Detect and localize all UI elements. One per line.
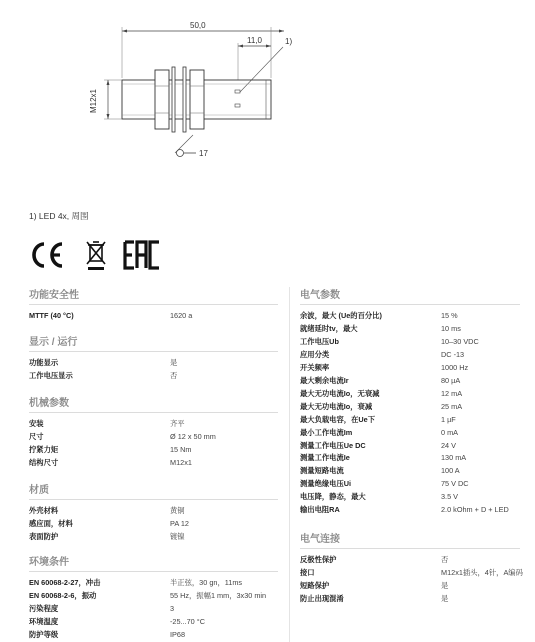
spec-row	[29, 616, 278, 628]
spec-label: 工作电压显示	[29, 370, 73, 380]
spec-label: 最大无功电流Io，衰减	[300, 401, 373, 411]
eac-mark-icon	[123, 238, 161, 272]
spec-label: 就绪延时tv，最大	[300, 323, 358, 333]
spec-label: MTTF (40 °C)	[29, 311, 74, 320]
spec-value: 半正弦，30 gn，11ms	[170, 578, 243, 587]
spec-value: PA 12	[170, 518, 189, 528]
spec-label: 结构尺寸	[29, 457, 59, 467]
spec-value: 是	[441, 593, 449, 603]
section-title: 机械参数	[29, 398, 69, 409]
spec-row	[29, 590, 278, 602]
section-divider	[29, 412, 278, 413]
spec-value: M12x1插头，4针，A编码	[441, 567, 523, 577]
spec-row	[29, 457, 278, 469]
spec-row	[300, 336, 520, 348]
spec-label: 安装	[29, 419, 44, 428]
section-title: 功能安全性	[29, 290, 79, 301]
spec-row	[29, 310, 278, 322]
spec-row	[300, 504, 520, 516]
column-divider	[289, 287, 290, 642]
spec-label: 最大无功电流Io，无衰减	[300, 388, 380, 398]
spec-row	[300, 375, 520, 387]
section-divider	[29, 304, 278, 305]
spec-label: 污染程度	[29, 603, 59, 613]
spec-row	[29, 505, 278, 517]
spec-row	[29, 444, 278, 456]
spec-row	[300, 388, 520, 400]
spec-value: 否	[170, 370, 178, 380]
spec-row	[300, 323, 520, 335]
spec-label: 尺寸	[29, 431, 44, 441]
section-divider	[300, 548, 520, 549]
spec-value: 55 Hz，振幅1 mm，3x30 min	[170, 590, 267, 600]
spec-row	[29, 603, 278, 615]
section-divider	[300, 304, 520, 305]
spec-label: 最小工作电流Im	[300, 427, 353, 437]
ce-mark-icon	[29, 238, 65, 272]
spec-value: 否	[441, 555, 449, 564]
spec-value: 15 Nm	[170, 444, 192, 454]
spec-label: 开关频率	[300, 362, 330, 372]
section-title: 显示 / 运行	[29, 337, 78, 348]
spec-label: 环境温度	[29, 616, 59, 626]
spec-row	[29, 577, 278, 589]
section-divider	[29, 351, 278, 352]
spec-row	[29, 431, 278, 443]
spec-label: 最大负载电容，在Ue下	[300, 414, 375, 424]
spec-label: 测量绝缘电压Ui	[300, 479, 352, 489]
spec-row	[300, 440, 520, 452]
spec-value: 3	[170, 603, 175, 613]
dim-led-label: 11,0	[247, 36, 262, 45]
spec-value: 1620 a	[170, 311, 193, 320]
spec-row	[29, 370, 278, 382]
section-title: 材质	[29, 485, 49, 496]
spec-value: 1000 Hz	[441, 362, 469, 372]
dim-total-label: 50,0	[190, 21, 206, 30]
spec-row	[300, 491, 520, 503]
spec-value: 2.0 kOhm + D + LED	[441, 505, 509, 515]
spec-value: 15 %	[441, 311, 458, 320]
spec-value: 10–30 VDC	[441, 336, 479, 346]
spec-label: 功能显示	[29, 358, 59, 367]
spec-label: 测量工作电压Ue DC	[300, 440, 366, 450]
spec-row	[300, 580, 520, 592]
spec-row	[29, 518, 278, 530]
spec-row	[29, 531, 278, 543]
spec-row	[29, 418, 278, 430]
spec-row	[300, 310, 520, 322]
spec-label: 接口	[300, 567, 315, 577]
spec-label: EN 60068-2-27，冲击	[29, 578, 101, 587]
spec-value: 100 A	[441, 466, 460, 476]
thread-label: M12x1	[89, 88, 98, 113]
spec-value: 1 µF	[441, 414, 456, 424]
spec-row	[300, 349, 520, 361]
spec-label: 工作电压Ub	[300, 336, 339, 346]
led-callout-label: 1)	[285, 37, 293, 46]
spec-value: 是	[170, 358, 178, 367]
spec-value: 80 µA	[441, 375, 461, 385]
spec-label: 防止出现混淆	[300, 593, 344, 603]
spec-row	[300, 414, 520, 426]
spec-value: 24 V	[441, 440, 457, 450]
spec-label: 电压降，静态，最大	[300, 492, 366, 502]
spec-value: 25 mA	[441, 401, 463, 411]
spec-value: 130 mA	[441, 453, 467, 463]
spec-row	[300, 554, 520, 566]
spec-value: 75 V DC	[441, 479, 469, 489]
spec-label: 表面防护	[29, 531, 59, 541]
spec-value: 3.5 V	[441, 492, 459, 502]
section-divider	[29, 571, 278, 572]
spec-value: 镀镍	[170, 531, 185, 541]
section-divider	[29, 499, 278, 500]
spec-label: 输出电阻RA	[300, 505, 340, 515]
spec-value: Ø 12 x 50 mm	[170, 431, 216, 441]
section-title: 电气参数	[300, 290, 340, 301]
spec-label: 最大剩余电流Ir	[300, 375, 349, 385]
section-title: 电气连接	[300, 534, 340, 545]
spec-row	[29, 357, 278, 369]
spec-row	[300, 465, 520, 477]
spec-row	[300, 401, 520, 413]
spec-value: 12 mA	[441, 388, 463, 398]
spec-value: DC -13	[441, 349, 465, 359]
spec-label: 余波，最大 (Ue的百分比)	[300, 311, 382, 320]
spec-row	[300, 593, 520, 605]
spec-row	[300, 567, 523, 579]
spec-row	[300, 427, 520, 439]
spec-label: 外壳材料	[29, 506, 59, 515]
spec-row	[300, 452, 520, 464]
spec-value: 10 ms	[441, 323, 461, 333]
spec-label: 测量工作电流Ie	[300, 453, 350, 463]
spec-label: 反极性保护	[300, 555, 337, 564]
spec-value: 是	[441, 580, 449, 590]
spec-value: 黄铜	[170, 506, 185, 515]
spec-label: 感应面，材料	[29, 518, 73, 528]
wrench-size-label: 17	[199, 149, 208, 158]
section-title: 环境条件	[29, 557, 69, 568]
spec-value: 齐平	[170, 419, 185, 428]
weee-bin-icon	[85, 238, 107, 272]
spec-label: 防护等级	[29, 629, 59, 639]
spec-label: 测量短路电流	[300, 466, 344, 476]
spec-label: 应用分类	[300, 349, 330, 359]
spec-label: 拧紧力矩	[29, 444, 59, 454]
spec-row	[300, 478, 520, 490]
led-footnote: 1) LED 4x, 周围	[29, 211, 89, 221]
spec-row	[29, 629, 278, 641]
spec-row	[300, 362, 520, 374]
spec-label: 短路保护	[300, 580, 330, 590]
spec-value: M12x1	[170, 457, 192, 467]
spec-value: IP68	[170, 629, 186, 639]
spec-value: -25...70 °C	[170, 616, 205, 626]
spec-value: 0 mA	[441, 427, 459, 437]
spec-label: EN 60068-2-6，振动	[29, 590, 97, 600]
dimension-drawing	[0, 0, 535, 200]
